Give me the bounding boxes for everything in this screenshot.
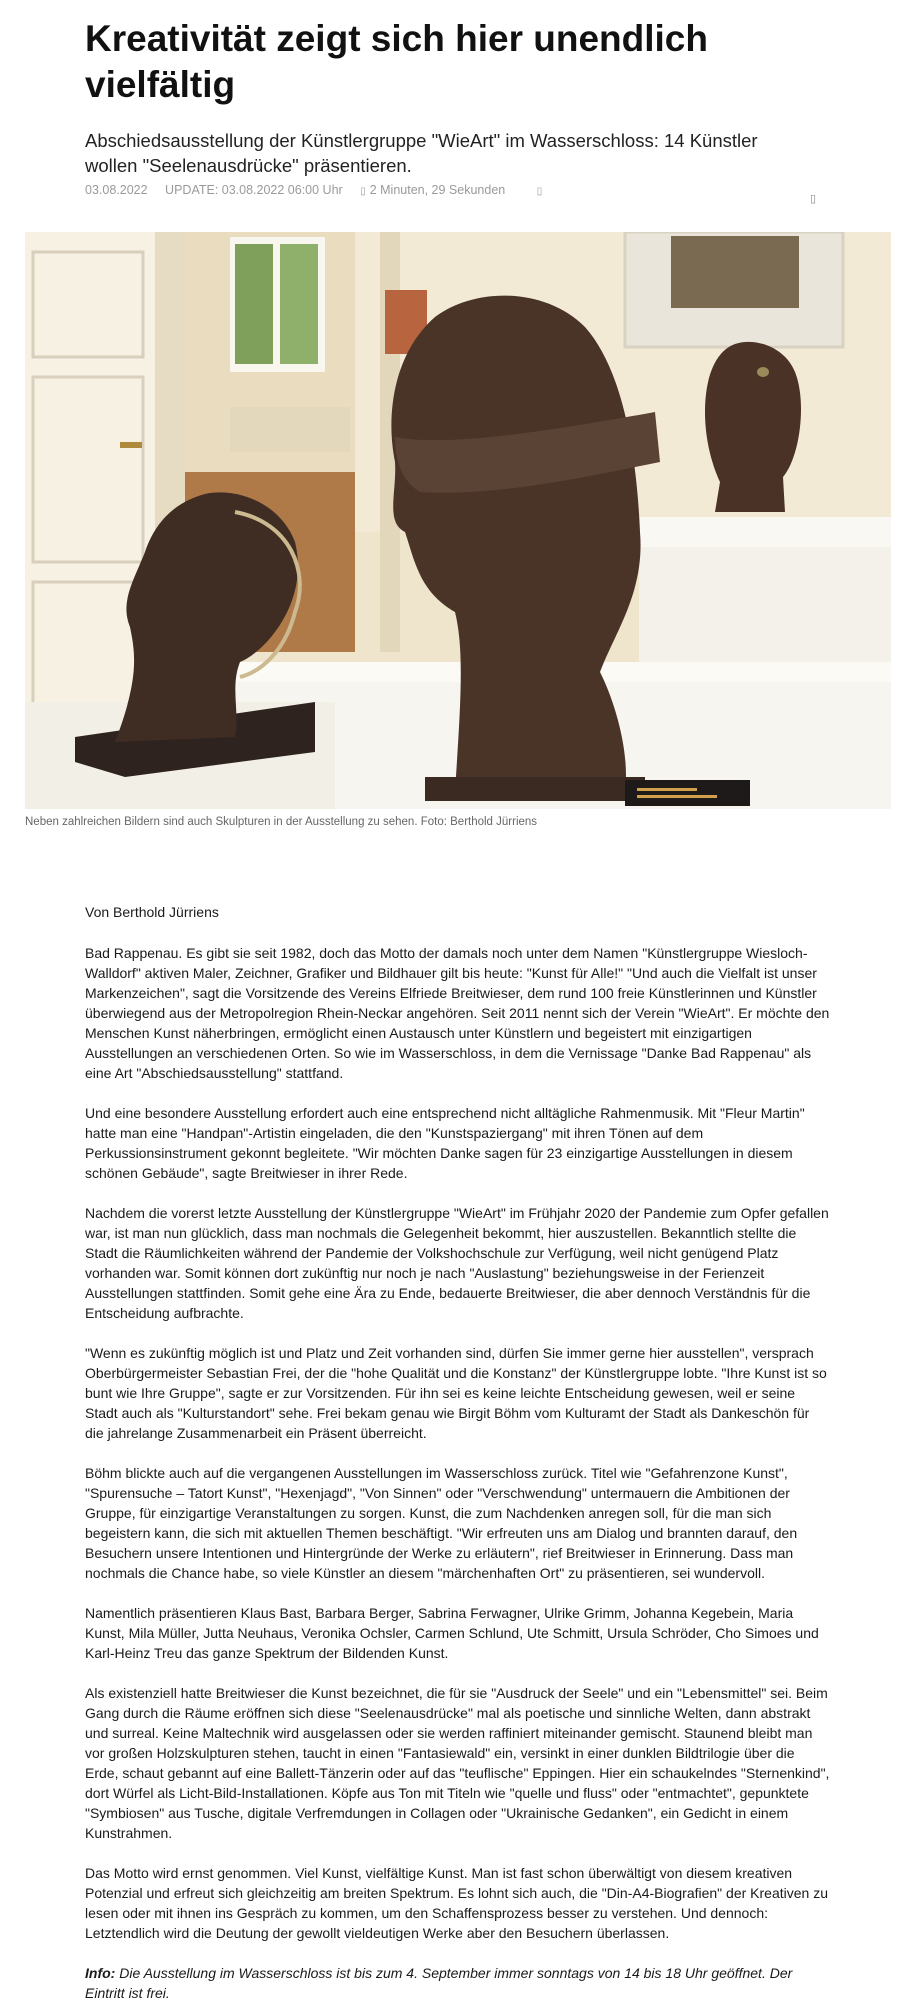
article-subline: Abschiedsausstellung der Künstlergruppe "WieArt" im Wasserschloss: 14 Künstler wollen "Seelenausdrücke" präsentieren.	[85, 130, 758, 176]
article-paragraph: Nachdem die vorerst letzte Ausstellung der Künstlergruppe "WieArt" im Frühjahr 2020 der Pandemie zum Opfer gefallen war, ist man nun glücklich, dass man nochmals die Gelegenheit bekommt, hier auszustellen. Bekanntlich stellte die Stadt die Räumlichkeiten während der Pandemie der Volkshochschule zur Verfügung, weil nicht genügend Platz vorhanden war. Somit können dort zukünftig nur noch je nach "Auslastung" beziehungsweise in der Ferienzeit Ausstellungen stattfinden. Somit gehe eine Ära zu Ende, bedauerte Breitwieser, die aber dennoch Verständnis für die Entscheidung aufbrachte.	[85, 1205, 829, 1321]
article-paragraph: Namentlich präsentieren Klaus Bast, Barbara Berger, Sabrina Ferwagner, Ulrike Grimm, Johanna Kegebein, Maria Kunst, Mila Müller, Jutta Neuhaus, Veronika Ochsler, Carmen Schlund, Ute Schmitt, Ursula Schröder, Cho Simoes und Karl-Heinz Treu das ganze Spektrum der Bildenden Kunst.	[85, 1605, 819, 1661]
article-paragraph: Bad Rappenau. Es gibt sie seit 1982, doch das Motto der damals noch unter dem Namen "Künstlergruppe Wiesloch-Walldorf" aktiven Maler, Zeichner, Grafiker und Bildhauer gilt bis heute: "Kunst für Alle!" "Und auch die Vielfalt ist unser Markenzeichen", sagt die Vorsitzende des Vereins Elfriede Breitwieser, dem rund 100 freie Künstlerinnen und Künstler überwiegend aus der Metropolregion Rhein-Neckar angehören. Seit 2011 nennt sich der Verein "WieArt". Er möchte den Menschen Kunst näherbringen, ermöglicht einen Austausch unter Künstlern und begeistert mit einzigartigen Ausstellungen an verschiedenen Orten. So wie im Wasserschloss, in dem die Vernissage "Danke Bad Rappenau" als eine Art "Abschiedsausstellung" stattfand.	[85, 945, 830, 1081]
article-paragraph: Böhm blickte auch auf die vergangenen Ausstellungen im Wasserschloss zurück. Titel wie "Gefahrenzone Kunst", "Spurensuche – Tatort Kunst", "Hexenjagd", "Von Sinnen" oder "Verschwendung" untermauern die Ambitionen der Gruppe, für einzigartige Veranstaltungen zu sorgen. Kunst, die zum Nachdenken anregen soll, für die man sich begeistern kann, die sich mit aktuellen Themen beschäftigt. "Wir erfreuten uns am Dialog und brannten darauf, den Besuchern unsere Intentionen und Hintergründe der Werke zu erläutern", rief Breitwieser in Erinnerung. Dass man nochmals die Chance habe, so viele Künstler an diesem "märchenhaften Ort" zu präsentieren, sei wundervoll.	[85, 1465, 798, 1581]
publish-date: 03.08.2022	[85, 183, 148, 197]
info-label: Info:	[85, 1965, 116, 1981]
update-date: UPDATE: 03.08.2022 06:00 Uhr	[165, 183, 343, 197]
article-author: Von Berthold Jürriens	[85, 904, 219, 920]
article-photo	[25, 232, 891, 809]
article-paragraph: Und eine besondere Ausstellung erfordert auch eine entsprechend nicht alltägliche Rahmenmusik. Mit "Fleur Martin" hatte man eine "Handpan"-Artistin eingeladen, die den "Kunstspaziergang" mit ihren Tönen auf dem Perkussionsinstrument gekonnt begleitete. "Wir möchten Danke sagen für 23 einzigartige Ausstellungen in diesem schönen Gebäude", sagte Breitwieser in ihrer Rede.	[85, 1105, 805, 1181]
info-text: Die Ausstellung im Wasserschloss ist bis zum 4. September immer sonntags von 14 bis 18 Uhr geöffnet. Der Eintritt ist frei.	[85, 1965, 793, 2001]
reading-time-wrap	[360, 183, 519, 197]
article-paragraph: Das Motto wird ernst genommen. Viel Kunst, vielfältige Kunst. Man ist fast schon überwältigt von diesem kreativen Potenzial und erfreut sich gleichzeitig am breiten Spektrum. Es lohnt sich auch, die "Din-A4-Biografien" der Kreativen zu lesen oder mit ihnen ins Gespräch zu kommen, um den Schaffensprozess besser zu verstehen. Und dennoch: Letztendlich wird die Deutung der gewollt vieldeutigen Werke aber den Besuchern überlassen.	[85, 1865, 828, 1941]
info-box	[85, 1963, 830, 2003]
article-meta	[85, 183, 546, 197]
article-headline: Kreativität zeigt sich hier unendlich vielfältig	[85, 18, 708, 105]
bookmark-icon[interactable]: ▯	[536, 186, 543, 197]
reading-time: 2 Minuten, 29 Sekunden	[369, 183, 506, 197]
clock-icon: ▯	[360, 186, 366, 197]
article-body	[85, 902, 830, 2003]
article-paragraph: "Wenn es zukünftig möglich ist und Platz und Zeit vorhanden sind, dürfen Sie immer gerne hier ausstellen", versprach Oberbürgermeister Sebastian Frei, der die "hohe Qualität und die Konstanz" der Künstlergruppe lobte. "Ihre Kunst ist so bunt wie Ihre Gruppe", sagte er zur Vorsitzenden. Für ihn sei es keine leichte Entscheidung gewesen, weil er seine Stadt auch als "Kulturstandort" sehe. Frei bekam genau wie Birgit Böhm vom Kulturamt der Stadt als Dankeschön für die jahrelange Zusammenarbeit ein Präsent überreicht.	[85, 1345, 827, 1441]
photo-caption: Neben zahlreichen Bildern sind auch Skulpturen in der Ausstellung zu sehen. Foto: Berthold Jürriens	[25, 816, 538, 828]
article-paragraph: Als existenziell hatte Breitwieser die Kunst bezeichnet, die für sie "Ausdruck der Seele" und ein "Lebensmittel" sei. Beim Gang durch die Räume eröffnen sich diese "Seelenausdrücke" mal als poetische und sinnliche Welten, dann abstrakt und surreal. Keine Maltechnik wird ausgelassen oder sie werden raffiniert miteinander gemischt. Staunend bleibt man vor großen Holzskulpturen stehen, taucht in einen "Fantasiewald" ein, versinkt in einer dunklen Bildtrilogie über die Erde, schaut gebannt auf eine Ballett-Tänzerin oder auf das "teuflische" Eppingen. Hier ein schaukelndes "Sternenkind", dort Würfel als Licht-Bild-Installationen. Köpfe aus Ton mit Titeln wie "quelle und fluss" oder "entmachtet", gepunktete "Symbiosen" aus Tusche, digitale Verfremdungen in Collagen oder "Ukrainische Gedanken", ein Gedicht in einem Kunstrahmen.	[85, 1685, 830, 1841]
share-icon[interactable]: ▯	[810, 193, 817, 205]
